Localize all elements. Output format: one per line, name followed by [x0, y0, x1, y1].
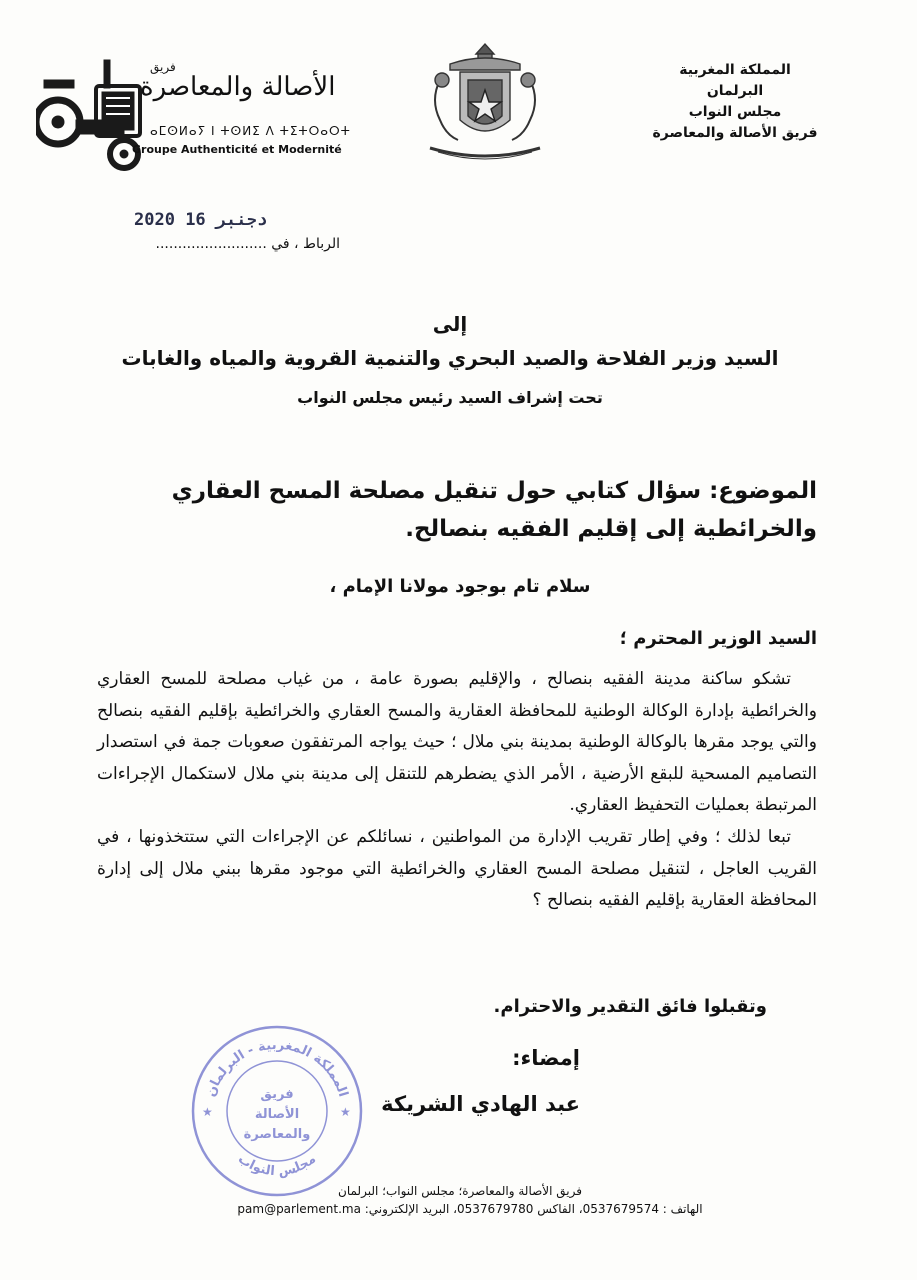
seal-star-left: ★: [202, 1105, 213, 1119]
signature-label: إمضاء:: [512, 1046, 580, 1070]
group-line: فريق الأصالة والمعاصرة: [652, 125, 818, 141]
kingdom-line: المملكة المغربية: [679, 62, 791, 78]
svg-text:مجلس النواب: [235, 1152, 319, 1180]
official-seal-icon: [188, 1022, 366, 1200]
logo-label-small: فريق: [150, 60, 176, 74]
seal-ring-top: المملكة المغربية - البرلمان: [203, 1037, 351, 1099]
date-stamp: 2020 دجنبر 16: [134, 210, 268, 230]
party-logo-tractor-icon: [36, 50, 316, 175]
seal-ring-bottom: مجلس النواب: [235, 1151, 319, 1180]
date-line: الرباط ، في .........................: [155, 236, 340, 252]
closing: وتقبلوا فائق التقدير والاحترام.: [493, 996, 767, 1017]
salutation: السيد الوزير المحترم ؛: [619, 628, 817, 649]
body-paragraph: تبعا لذلك ؛ وفي إطار تقريب الإدارة من المواطنين ، نسائلكم عن الإجراءات التي ستتخذونها ، في القريب العاجل ، لتنقيل مصلحة المسح العقاري والخرائطية التي موجود مقرها ببني ملال إلى إدارة المحافظة العقارية بإقليم الفقيه بنصالح ؟: [97, 826, 817, 911]
seal-center-2: الأصالة: [254, 1107, 300, 1122]
letterhead-institution: [605, 60, 865, 144]
logo-label-tifinagh: ⴰⵎⵙⵍⴰⵢ ⵏ ⵜⵙⵍⵉ ⴷ ⵜⵉⵜⵔⴰⵔⵜ: [150, 124, 351, 138]
letter-body: [97, 664, 817, 917]
coat-of-arms-icon: [420, 40, 550, 165]
seal-center-3: والمعاصرة: [243, 1127, 311, 1142]
footer-address: فريق الأصالة والمعاصرة؛ مجلس النواب؛ البرلمان: [338, 1184, 582, 1198]
footer-contact: الهاتف : 0537679574، الفاكس 0537679780، البريد الإلكتروني: pam@parlement.ma: [237, 1202, 703, 1216]
seal-star-right: ★: [340, 1105, 351, 1119]
body-paragraph: تشكو ساكنة مدينة الفقيه بنصالح ، والإقليم بصورة عامة ، من غياب مصلحة للمسح العقاري والخرائطية بإدارة الوكالة الوطنية للمحافظة العقارية والمسح العقاري والخرائطية بإقليم الفقيه بنصالح والتي يوجد مقرها بالوكالة الوطنية بمدينة بني ملال ؛ حيث يواجه المرتفقون صعوبات جمة في استصدار التصاميم المسحية للبقع الأرضية ، الأمر الذي يضطرهم للتنقل إلى مدينة بني ملال لاستكمال الإجراءات المرتبطة بعمليات التحفيظ العقاري.: [97, 669, 817, 816]
greeting: سلام تام بوجود مولانا الإمام ،: [329, 576, 591, 597]
recipient-to: إلى: [432, 312, 468, 336]
signature-name: عبد الهادي الشريكة: [381, 1092, 580, 1116]
parliament-line: البرلمان: [706, 83, 764, 99]
subject: الموضوع: سؤال كتابي حول تنقيل مصلحة المسح العقاري والخرائطية إلى إقليم الفقيه بنصالح.: [171, 478, 817, 542]
house-line: مجلس النواب: [688, 104, 782, 120]
recipient-name: السيد وزير الفلاحة والصيد البحري والتنمية القروية والمياه والغابات: [121, 346, 779, 370]
recipient-via: تحت إشراف السيد رئيس مجلس النواب: [297, 388, 603, 407]
logo-label-arabic: الأصالة والمعاصرة: [140, 72, 336, 102]
seal-center-1: فريق: [260, 1087, 294, 1102]
logo-label-french: Groupe Authenticité et Modernité: [132, 143, 342, 156]
